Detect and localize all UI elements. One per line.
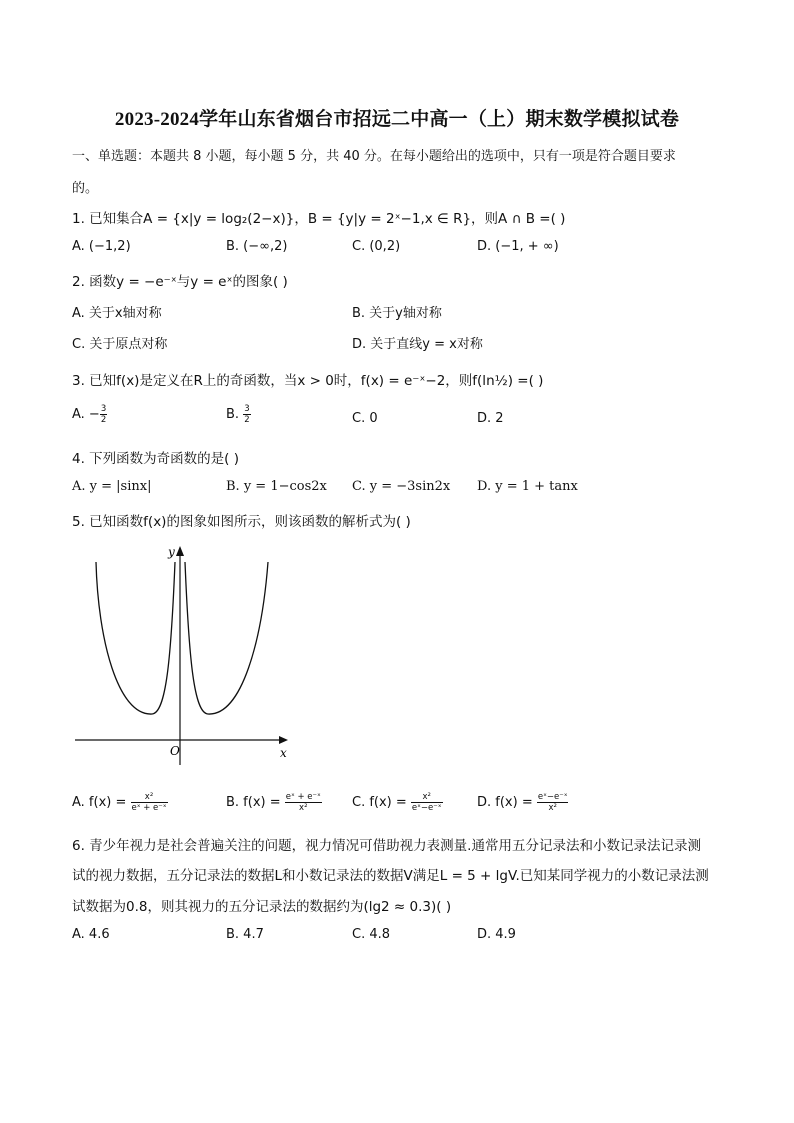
q5-option-d-label: D. f(x) =	[477, 795, 533, 810]
curve-right-branch	[185, 562, 268, 714]
q5-option-d-fraction	[537, 792, 569, 813]
fraction-denominator: x²	[299, 803, 308, 813]
q4-option-c: C. y = −3sin2x	[352, 479, 451, 494]
q3-option-a	[72, 404, 107, 425]
question-6-stem-line1: 6. 青少年视力是社会普遍关注的问题，视力情况可借助视力表测量.通常用五分记录法和小数记录法记录测	[72, 838, 701, 854]
q6-option-c: C. 4.8	[352, 927, 391, 942]
q3-option-a-fraction	[100, 404, 107, 425]
question-6-stem-line3: 试数据为0.8，则其视力的五分记录法的数据约为(lg2 ≈ 0.3)( )	[72, 899, 452, 915]
question-3-stem: 3. 已知f(x)是定义在R上的奇函数，当x > 0时，f(x) = e⁻ˣ−2，则f(ln½) =( )	[72, 373, 544, 389]
q4-option-b: B. y = 1−cos2x	[226, 479, 327, 494]
q5-option-c-fraction	[411, 792, 443, 813]
fraction-denominator: 2	[100, 415, 107, 425]
fraction-numerator: eˣ−e⁻ˣ	[537, 792, 568, 802]
q5-option-a	[72, 792, 168, 813]
q3-option-b-label: B.	[226, 407, 244, 422]
page-title: 2023-2024学年山东省烟台市招远二中高一（上）期末数学模拟试卷	[114, 109, 680, 130]
fraction-denominator: eˣ−e⁻ˣ	[411, 803, 442, 813]
x-axis-arrow	[279, 736, 288, 744]
q1-option-a: A. (−1,2)	[72, 239, 131, 254]
question-2-stem: 2. 函数y = −e⁻ˣ与y = eˣ的图象( )	[72, 274, 288, 290]
fraction-denominator: eˣ + e⁻ˣ	[131, 803, 167, 813]
fraction-numerator: x²	[411, 792, 443, 803]
q1-option-c: C. (0,2)	[352, 239, 401, 254]
q4-option-d: D. y = 1 + tanx	[477, 479, 578, 494]
q5-option-a-label: A. f(x) =	[72, 795, 127, 810]
y-axis-arrow	[176, 546, 184, 556]
q6-option-a: A. 4.6	[72, 927, 110, 942]
q6-option-d: D. 4.9	[477, 927, 516, 942]
section-heading-line1: 一、单选题：本题共 8 小题，每小题 5 分，共 40 分。在每小题给出的选项中，只有一项是符合题目要求	[72, 149, 676, 164]
q4-option-a: A. y = |sinx|	[72, 479, 152, 494]
question-6-stem-line2: 试的视力数据，五分记录法的数据L和小数记录法的数据V满足L = 5 + lgV.已知某同学视力的小数记录法测	[72, 868, 709, 884]
y-axis-label: y	[168, 545, 175, 559]
q3-option-d: D. 2	[477, 411, 504, 426]
function-graph	[70, 540, 300, 770]
fraction-denominator: x²	[548, 803, 557, 813]
q2-option-c: C. 关于原点对称	[72, 337, 168, 352]
q5-option-a-fraction	[131, 792, 168, 813]
q3-option-b	[226, 404, 251, 425]
fraction-numerator: eˣ + e⁻ˣ	[285, 792, 321, 802]
curve-left-branch	[96, 562, 175, 714]
fraction-numerator: 3	[100, 404, 107, 414]
q2-option-d: D. 关于直线y = x对称	[352, 337, 483, 352]
origin-label: O	[170, 744, 180, 758]
fraction-numerator: x²	[131, 792, 168, 803]
q5-option-b-fraction	[285, 792, 322, 813]
q5-option-c-label: C. f(x) =	[352, 795, 407, 810]
section-heading-line2: 的。	[72, 181, 99, 196]
q2-option-a: A. 关于x轴对称	[72, 306, 162, 321]
question-1-stem: 1. 已知集合A = {x|y = log₂(2−x)}，B = {y|y = 2ˣ−1,x ∈ R}，则A ∩ B =( )	[72, 211, 566, 227]
x-axis-label: x	[280, 746, 287, 760]
q5-option-b	[226, 792, 322, 813]
question-4-stem: 4. 下列函数为奇函数的是( )	[72, 451, 239, 467]
q3-option-c: C. 0	[352, 411, 378, 426]
q5-option-b-label: B. f(x) =	[226, 795, 281, 810]
q5-option-c	[352, 792, 443, 813]
fraction-numerator: 3	[244, 404, 250, 414]
question-5-stem: 5. 已知函数f(x)的图象如图所示，则该函数的解析式为( )	[72, 514, 411, 530]
q2-option-b: B. 关于y轴对称	[352, 306, 442, 321]
q6-option-b: B. 4.7	[226, 927, 264, 942]
q5-option-d	[477, 792, 568, 813]
fraction-denominator: 2	[244, 415, 250, 425]
q3-option-a-label: A. −	[72, 407, 100, 422]
q1-option-b: B. (−∞,2)	[226, 239, 288, 254]
q1-option-d: D. (−1, + ∞)	[477, 239, 559, 254]
q3-option-b-fraction	[243, 404, 250, 425]
